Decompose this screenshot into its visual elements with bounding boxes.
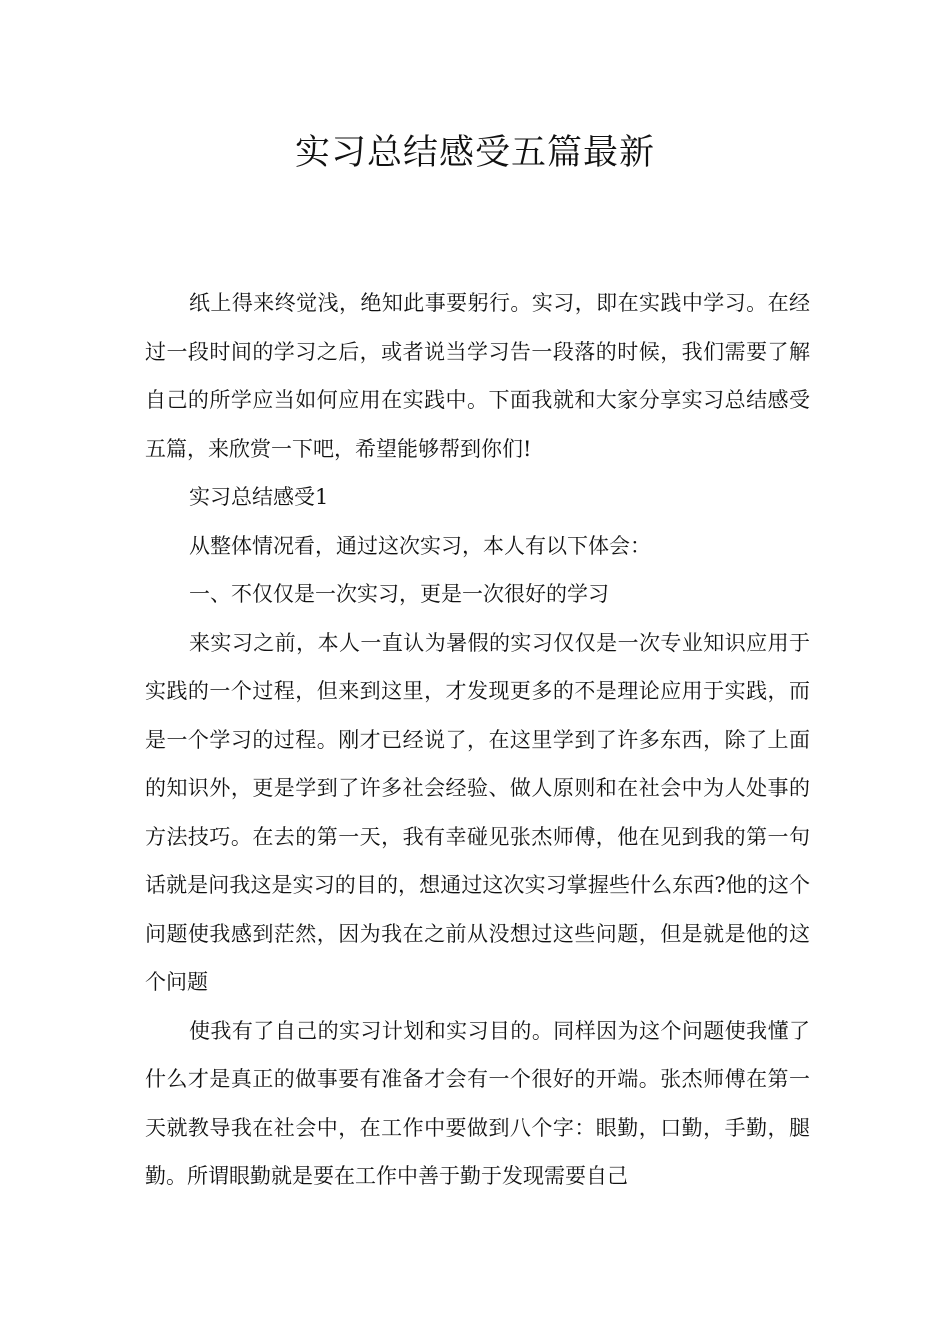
paragraph: 使我有了自己的实习计划和实习目的。同样因为这个问题使我懂了什么才是真正的做事要有准备才会有一个很好的开端。张杰师傅在第一天就教导我在社会中，在工作中要做到八个字：眼勤，口勤，手勤，腿勤。所谓眼勤就是要在工作中善于勤于发现需要自己 bbox=[145, 1018, 810, 1188]
subsection-heading: 一、不仅仅是一次实习，更是一次很好的学习 bbox=[189, 582, 609, 606]
document-body bbox=[145, 279, 810, 1201]
paragraph-intro: 纸上得来终觉浅，绝知此事要躬行。实习，即在实践中学习。在经过一段时间的学习之后，或者说当学习告一段落的时候，我们需要了解自己的所学应当如何应用在实践中。下面我就和大家分享实习总结感受五篇，来欣赏一下吧，希望能够帮到你们! bbox=[145, 291, 810, 461]
section-heading: 实习总结感受1 bbox=[189, 485, 329, 509]
paragraph: 来实习之前，本人一直认为暑假的实习仅仅是一次专业知识应用于实践的一个过程，但来到这里，才发现更多的不是理论应用于实践，而是一个学习的过程。刚才已经说了，在这里学到了许多东西，除了上面的知识外，更是学到了许多社会经验、做人原则和在社会中为人处事的方法技巧。在去的第一天，我有幸碰见张杰师傅，他在见到我的第一句话就是问我这是实习的目的，想通过这次实习掌握些什么东西?他的这个问题使我感到茫然，因为我在之前从没想过这些问题，但是就是他的这个问题 bbox=[145, 630, 810, 994]
document-title: 实习总结感受五篇最新 bbox=[294, 133, 655, 173]
paragraph: 从整体情况看，通过这次实习，本人有以下体会： bbox=[189, 533, 651, 558]
